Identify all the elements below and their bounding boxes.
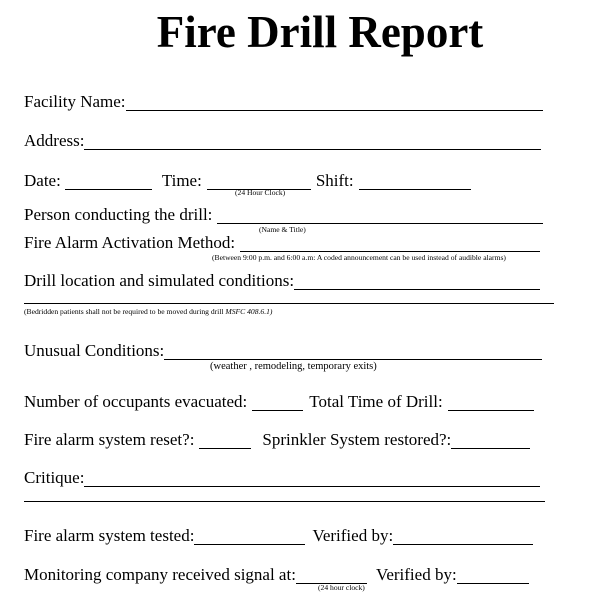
facility-name-field[interactable] [126, 91, 543, 111]
date-label: Date: [24, 171, 61, 190]
drill-location-field[interactable] [294, 270, 540, 290]
person-conducting-field[interactable] [217, 204, 543, 224]
alarm-tested-label: Fire alarm system tested: [24, 526, 195, 545]
sprinkler-restored-field[interactable] [451, 429, 530, 449]
person-conducting-label: Person conducting the drill: [24, 205, 213, 224]
occupants-evacuated-label: Number of occupants evacuated: [24, 392, 248, 411]
person-conducting-row [24, 201, 543, 225]
occupants-time-row [24, 388, 534, 412]
monitoring-signal-field[interactable] [296, 564, 367, 584]
address-field[interactable] [84, 130, 541, 150]
drill-location-line-2[interactable] [24, 303, 554, 304]
unusual-conditions-note: (weather , remodeling, temporary exits) [210, 361, 377, 372]
time-field[interactable] [207, 170, 311, 190]
monitoring-note: (24 hour clock) [318, 583, 365, 592]
page-title: Fire Drill Report [156, 7, 484, 57]
unusual-conditions-field[interactable] [164, 340, 542, 360]
facility-name-label: Facility Name: [24, 92, 126, 111]
unusual-conditions-row [24, 337, 542, 361]
date-field[interactable] [65, 170, 152, 190]
verified-by-label-1: Verified by: [312, 526, 394, 545]
address-row [24, 127, 541, 151]
critique-line-2[interactable] [24, 501, 545, 502]
sprinkler-restored-label: Sprinkler System restored?: [262, 430, 452, 449]
monitoring-signal-label: Monitoring company received signal at: [24, 565, 296, 584]
alarm-tested-field[interactable] [194, 525, 305, 545]
time-format-note: (24 Hour Clock) [235, 188, 286, 197]
alarm-activation-field[interactable] [240, 232, 540, 252]
verified-by-field-1[interactable] [393, 525, 533, 545]
facility-name-row [24, 88, 543, 112]
total-time-label: Total Time of Drill: [309, 392, 443, 411]
verified-by-field-2[interactable] [457, 564, 529, 584]
address-label: Address: [24, 131, 85, 150]
unusual-conditions-label: Unusual Conditions: [24, 341, 165, 360]
alarm-reset-field[interactable] [199, 429, 251, 449]
shift-field[interactable] [359, 170, 471, 190]
critique-row [24, 464, 540, 488]
critique-field[interactable] [84, 467, 540, 487]
time-label: Time: [161, 171, 202, 190]
shift-label: Shift: [315, 171, 354, 190]
occupants-evacuated-field[interactable] [252, 391, 303, 411]
monitoring-row [24, 561, 529, 585]
person-note: (Name & Title) [259, 225, 306, 234]
alarm-activation-note: (Between 9:00 p.m. and 6:00 a.m: A coded announcement can be used instead of audible alarms) [212, 253, 506, 262]
drill-location-row [24, 267, 540, 291]
critique-label: Critique: [24, 468, 85, 487]
drill-location-label: Drill location and simulated conditions: [24, 271, 295, 290]
alarm-activation-label: Fire Alarm Activation Method: [24, 233, 236, 252]
bedridden-note: (Bedridden patients shall not be required to be moved during drill MSFC 408.6.1) [24, 307, 273, 316]
alarm-activation-row [24, 229, 540, 253]
alarm-reset-label: Fire alarm system reset?: [24, 430, 195, 449]
alarm-tested-row [24, 522, 533, 546]
verified-by-label-2: Verified by: [375, 565, 457, 584]
reset-restored-row [24, 426, 530, 450]
total-time-field[interactable] [448, 391, 534, 411]
